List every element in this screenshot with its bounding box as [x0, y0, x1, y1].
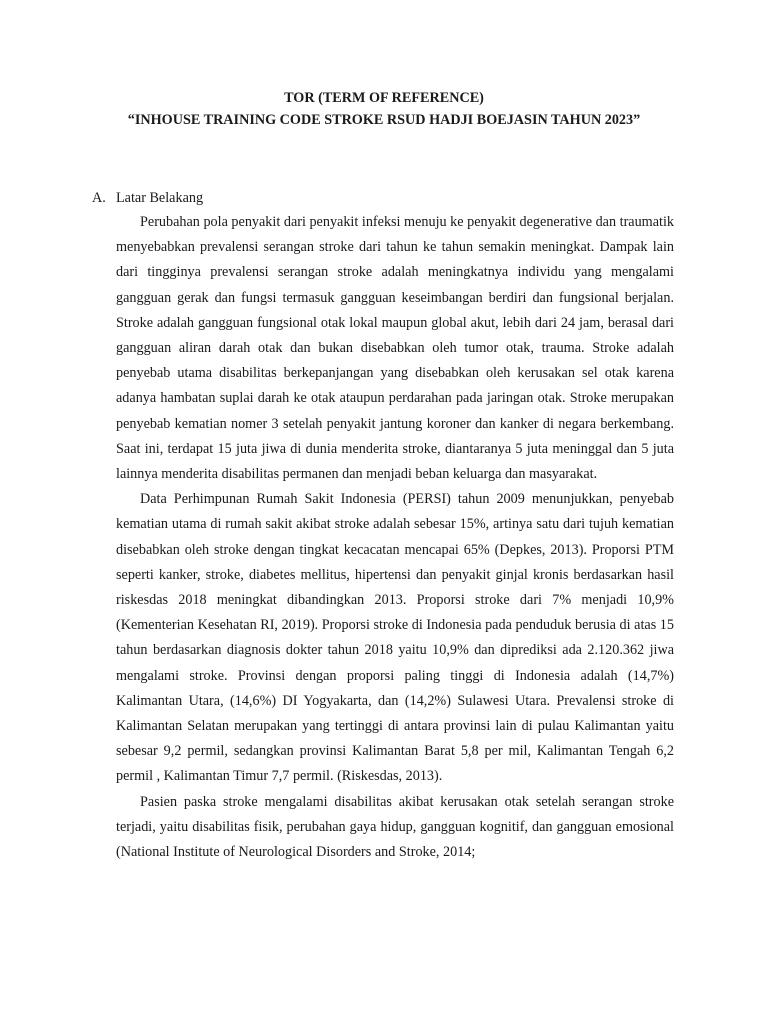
section-heading-label: Latar Belakang — [116, 190, 204, 206]
document-title — [0, 87, 768, 131]
title-line-2: “INHOUSE TRAINING CODE STROKE RSUD HADJI BOEJASIN TAHUN 2023” — [127, 112, 641, 128]
paragraph: Pasien paska stroke mengalami disabilitas akibat kerusakan otak setelah serangan stroke terjadi, yaitu disabilitas fisik, perubahan gaya hidup, gangguan kognitif, dan gangguan emosional (National Institute of Neurological Disorders and Stroke, 2014; — [116, 793, 674, 861]
section-marker: A. — [92, 190, 106, 206]
section-heading — [92, 186, 203, 210]
paragraph: Perubahan pola penyakit dari penyakit infeksi menuju ke penyakit degenerative dan traumatik menyebabkan prevalensi serangan stroke dari tahun ke tahun semakin meningkat. Dampak lain dari tingginya prevalensi serangan stroke adalah meningkatnya individu yang mengalami gangguan gerak dan fungsi termasuk gangguan keseimbangan berdiri dan fungsional berjalan. Stroke adalah gangguan fungsional otak lokal maupun global akut, lebih dari 24 jam, berasal dari gangguan aliran darah otak dan bukan disebabkan oleh tumor otak, trauma. Stroke adalah penyebab utama disabilitas berkepanjangan yang disebabkan oleh kerusakan sel otak karena adanya hambatan suplai darah ke otak ataupun perdarahan pada jaringan otak. Stroke merupakan penyebab kematian nomer 3 setelah penyakit jantung koroner dan kanker di negara berkembang. Saat ini, terdapat 15 juta jiwa di dunia menderita stroke, diantaranya 5 juta meninggal dan 5 juta lainnya menderita disabilitas permanen dan menjadi beban keluarga dan masyarakat. — [116, 214, 674, 483]
title-line-1: TOR (TERM OF REFERENCE) — [284, 90, 484, 106]
paragraph: Data Perhimpunan Rumah Sakit Indonesia (PERSI) tahun 2009 menunjukkan, penyebab kematian utama di rumah sakit akibat stroke adalah sebesar 15%, artinya satu dari tujuh kematian disebabkan oleh stroke dengan tingkat kecacatan mencapai 65% (Depkes, 2013). Proporsi PTM seperti kanker, stroke, diabetes mellitus, hipertensi dan penyakit ginjal kronis berdasarkan hasil riskesdas 2018 meningkat dibandingkan 2013. Proporsi stroke dari 7% menjadi 10,9% (Kementerian Kesehatan RI, 2019). Proporsi stroke di Indonesia pada penduduk berusia di atas 15 tahun berdasarkan diagnosis dokter tahun 2018 yaitu 10,9% dan diprediksi ada 2.120.362 jiwa mengalami stroke. Provinsi dengan proporsi paling tinggi di Indonesia adalah (14,7%) Kalimantan Utara, (14,6%) DI Yogyakarta, dan (14,2%) Sulawesi Utara. Prevalensi stroke di Kalimantan Selatan merupakan yang tertinggi di antara provinsi lain di pulau Kalimantan yaitu sebesar 9,2 permil, sedangkan provinsi Kalimantan Barat 5,8 per mil, Kalimantan Tengah 6,2 permil , Kalimantan Timur 7,7 permil. (Riskesdas, 2013). — [116, 491, 674, 785]
section-body — [116, 210, 674, 865]
